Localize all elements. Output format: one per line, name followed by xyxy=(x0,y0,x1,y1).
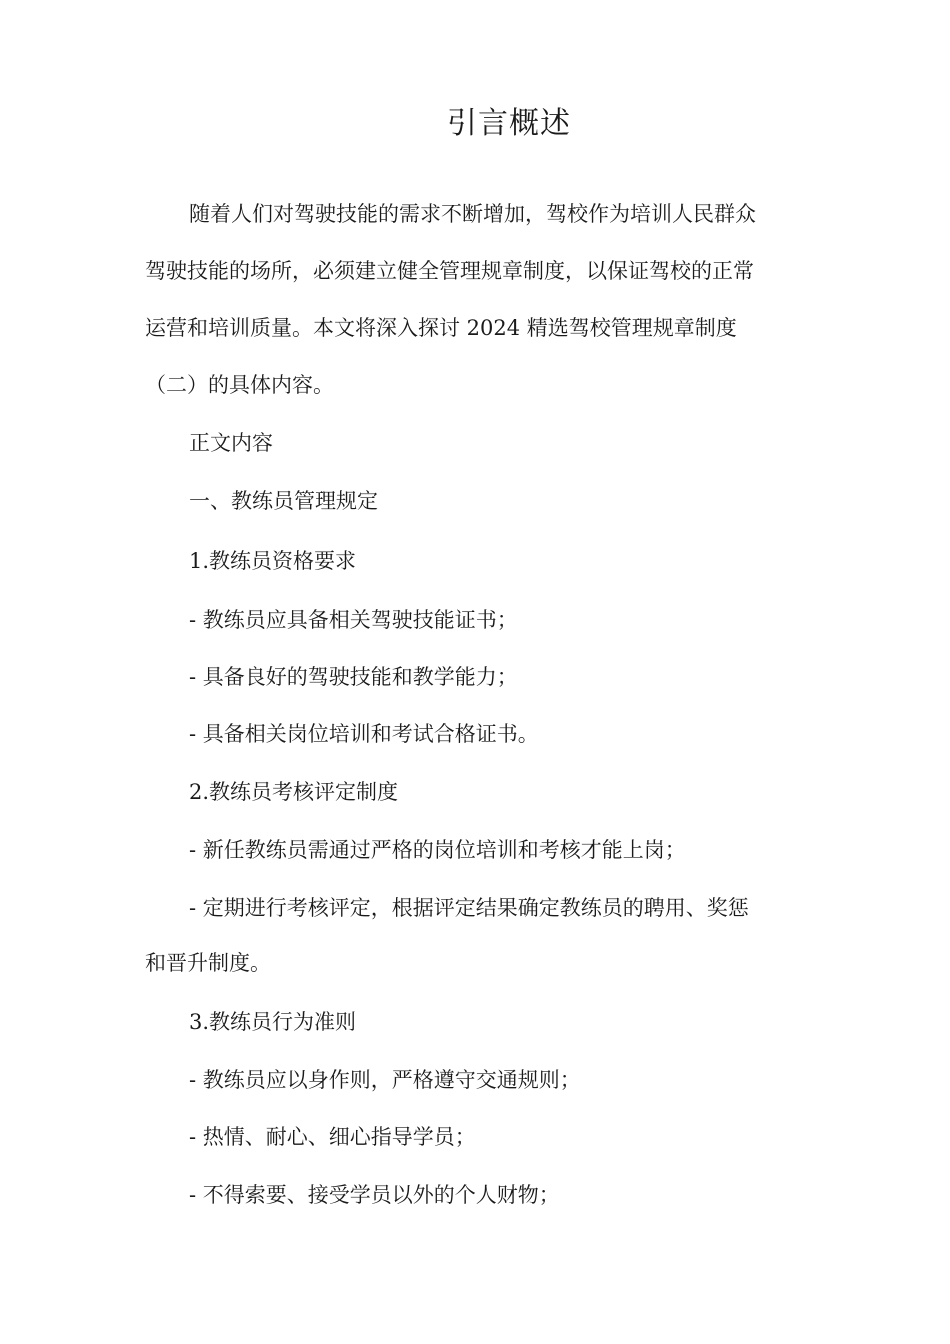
list-item: - 定期进行考核评定，根据评定结果确定教练员的聘用、奖惩 xyxy=(189,896,749,920)
list-item: - 教练员应以身作则，严格遵守交通规则； xyxy=(189,1068,581,1092)
section-heading: 一、教练员管理规定 xyxy=(189,489,378,513)
list-item: - 具备相关岗位培训和考试合格证书。 xyxy=(189,722,539,746)
intro-line-4: （二）的具体内容。 xyxy=(145,373,334,397)
list-item: - 具备良好的驾驶技能和教学能力； xyxy=(189,665,518,689)
list-item: - 不得索要、接受学员以外的个人财物； xyxy=(189,1183,560,1207)
body-heading: 正文内容 xyxy=(189,431,273,455)
list-item: - 教练员应具备相关驾驶技能证书； xyxy=(189,608,518,632)
intro-line-1: 随着人们对驾驶技能的需求不断增加，驾校作为培训人民群众 xyxy=(189,202,756,226)
subsection-heading: 2.教练员考核评定制度 xyxy=(189,780,399,804)
intro-line-3: 运营和培训质量。本文将深入探讨 2024 精选驾校管理规章制度 xyxy=(145,316,737,340)
list-item: - 新任教练员需通过严格的岗位培训和考核才能上岗； xyxy=(189,838,686,862)
document-title: 引言概述 xyxy=(447,106,571,141)
list-item: - 热情、耐心、细心指导学员； xyxy=(189,1125,476,1149)
list-item-continuation: 和晋升制度。 xyxy=(145,951,271,975)
subsection-heading: 3.教练员行为准则 xyxy=(189,1010,357,1034)
intro-line-2: 驾驶技能的场所，必须建立健全管理规章制度，以保证驾校的正常 xyxy=(145,259,754,283)
subsection-heading: 1.教练员资格要求 xyxy=(189,549,357,573)
